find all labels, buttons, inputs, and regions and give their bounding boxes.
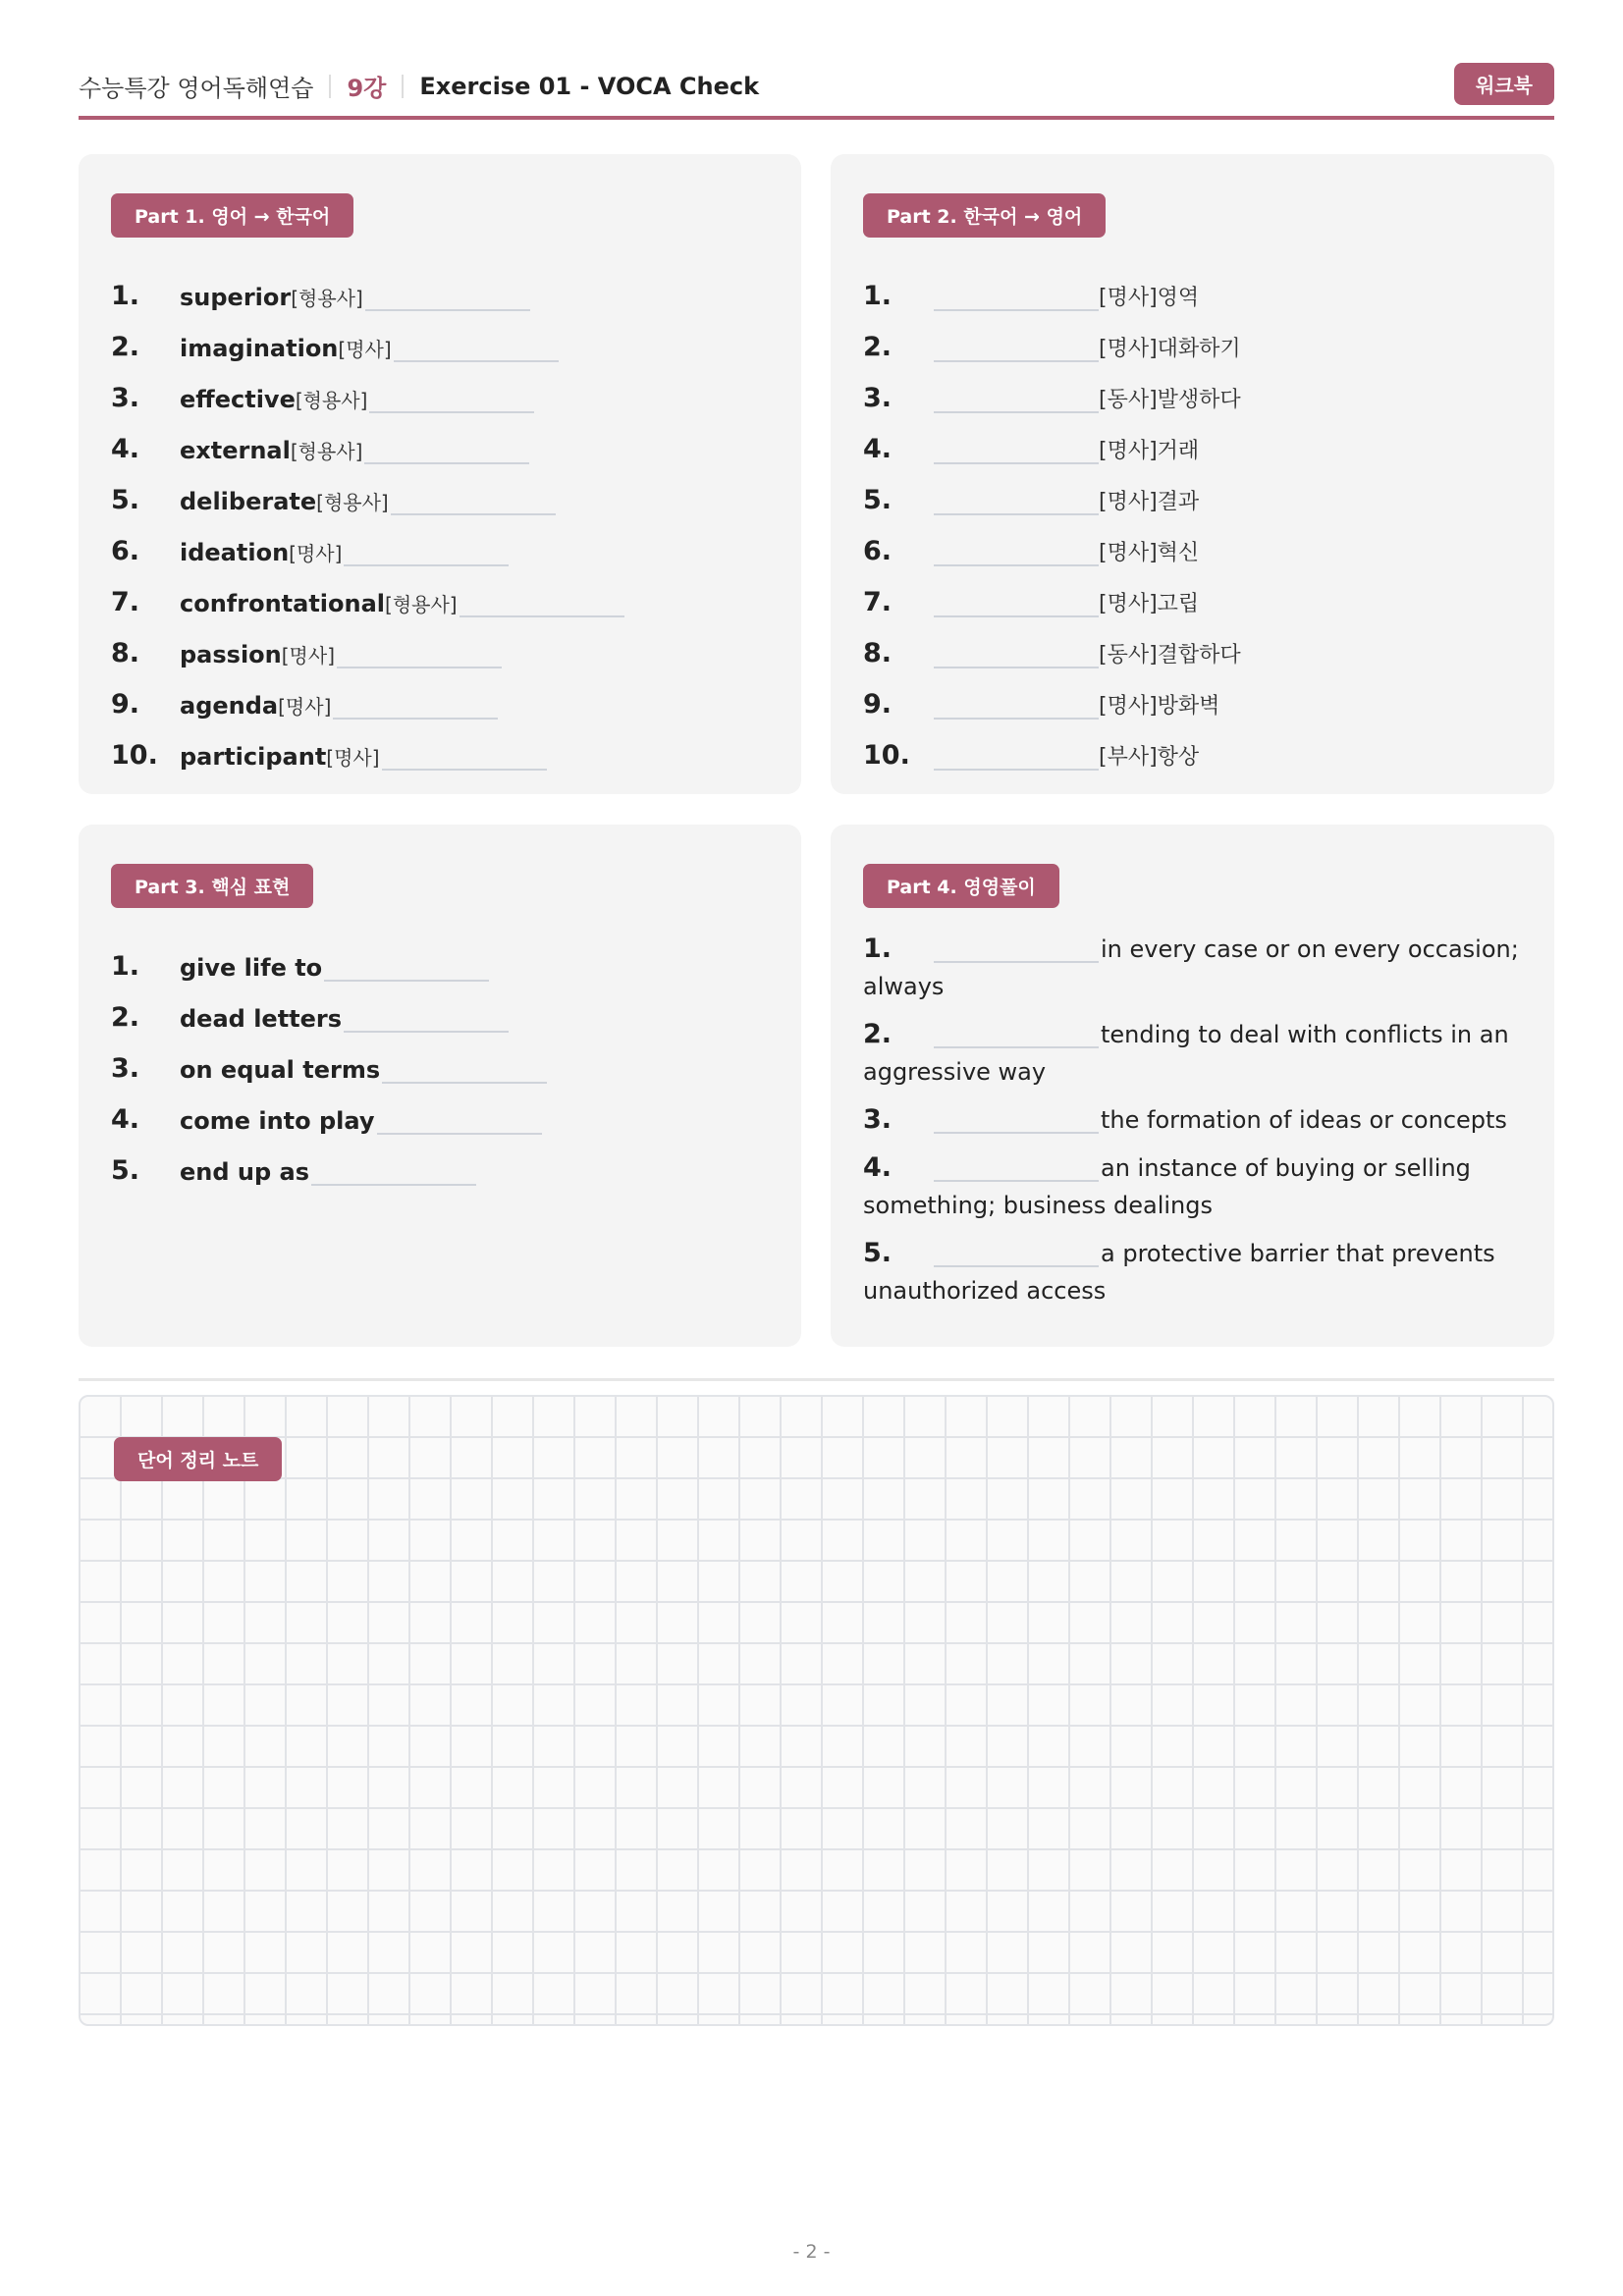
item-number: 4. <box>111 434 140 464</box>
item-number: 7. <box>111 587 140 617</box>
part2-title: Part 2. 한국어 → 영어 <box>863 193 1106 238</box>
item-number: 6. <box>863 536 893 566</box>
item-definition: an instance of buying or selling something; business dealings <box>863 1154 1471 1219</box>
item-pos: [형용사] <box>295 389 368 412</box>
answer-blank[interactable] <box>460 590 624 617</box>
answer-blank[interactable] <box>311 1158 476 1186</box>
item-number: 6. <box>111 536 140 566</box>
part1-item <box>111 362 772 413</box>
page-number: - 2 - <box>792 2241 831 2263</box>
part4-item <box>863 1235 1525 1309</box>
part1-item <box>111 464 772 515</box>
answer-blank[interactable] <box>934 743 1099 771</box>
item-word: participant <box>180 743 327 771</box>
part4-list <box>863 931 1525 1320</box>
item-word: superior <box>180 284 292 311</box>
item-meaning: [명사]거래 <box>1099 439 1200 463</box>
answer-blank[interactable] <box>934 692 1099 720</box>
part2-item <box>863 260 1525 311</box>
part2-item <box>863 515 1525 566</box>
part1-item <box>111 617 772 668</box>
vocab-note-grid[interactable] <box>79 1395 1554 2026</box>
answer-blank[interactable] <box>934 1023 1099 1048</box>
part4-panel <box>831 825 1554 1347</box>
item-phrase: end up as <box>180 1158 309 1186</box>
item-number: 2. <box>111 1002 140 1033</box>
item-number: 5. <box>863 1238 893 1268</box>
answer-blank[interactable] <box>934 1108 1099 1134</box>
part2-list <box>863 260 1525 771</box>
item-definition: in every case or on every occasion; always <box>863 935 1519 1000</box>
answer-blank[interactable] <box>369 386 534 413</box>
part1-item <box>111 413 772 464</box>
item-number: 4. <box>863 434 893 464</box>
part1-item <box>111 566 772 617</box>
part2-item <box>863 413 1525 464</box>
item-number: 1. <box>111 951 140 982</box>
item-pos: [명사] <box>281 644 335 667</box>
item-pos: [형용사] <box>290 440 363 463</box>
item-number: 1. <box>111 281 140 311</box>
item-phrase: come into play <box>180 1107 375 1135</box>
item-pos: [명사] <box>289 542 343 565</box>
item-number: 10. <box>863 740 910 771</box>
item-number: 9. <box>111 689 140 720</box>
part4-item <box>863 1016 1525 1091</box>
part2-item <box>863 617 1525 668</box>
item-word: ideation <box>180 539 290 566</box>
item-phrase: dead letters <box>180 1005 343 1033</box>
item-meaning: [부사]항상 <box>1099 745 1200 770</box>
item-number: 8. <box>111 638 140 668</box>
notes-title: 단어 정리 노트 <box>114 1437 282 1481</box>
answer-blank[interactable] <box>934 284 1099 311</box>
part4-item <box>863 1101 1525 1139</box>
answer-blank[interactable] <box>934 641 1099 668</box>
item-word: effective <box>180 386 296 413</box>
part2-item <box>863 362 1525 413</box>
part1-panel <box>79 154 801 794</box>
answer-blank[interactable] <box>382 743 547 771</box>
item-meaning: [동사]결합하다 <box>1099 643 1241 667</box>
item-pos: [형용사] <box>316 491 389 514</box>
part1-title: Part 1. 영어 → 한국어 <box>111 193 353 238</box>
item-number: 1. <box>863 281 893 311</box>
item-word: confrontational <box>180 590 386 617</box>
workbook-badge: 워크북 <box>1454 63 1554 105</box>
page-header <box>79 59 1554 120</box>
item-pos: [형용사] <box>385 593 458 616</box>
part1-item <box>111 311 772 362</box>
part3-item <box>111 982 772 1033</box>
answer-blank[interactable] <box>934 437 1099 464</box>
answer-blank[interactable] <box>377 1107 542 1135</box>
item-meaning: [명사]방화벽 <box>1099 694 1220 719</box>
answer-blank[interactable] <box>337 641 502 668</box>
part2-item <box>863 668 1525 720</box>
item-meaning: [명사]혁신 <box>1099 541 1200 565</box>
item-number: 7. <box>863 587 893 617</box>
item-phrase: on equal terms <box>180 1056 381 1084</box>
item-number: 2. <box>863 332 893 362</box>
item-word: agenda <box>180 692 279 720</box>
answer-blank[interactable] <box>934 539 1099 566</box>
answer-blank[interactable] <box>364 437 529 464</box>
answer-blank[interactable] <box>934 1242 1099 1267</box>
part3-item <box>111 1084 772 1135</box>
header-breadcrumb <box>79 69 759 103</box>
header-divider <box>402 75 404 98</box>
answer-blank[interactable] <box>934 590 1099 617</box>
answer-blank[interactable] <box>324 954 489 982</box>
item-word: imagination <box>180 335 339 362</box>
answer-blank[interactable] <box>934 1156 1099 1182</box>
item-number: 3. <box>111 383 140 413</box>
answer-blank[interactable] <box>333 692 498 720</box>
item-number: 3. <box>863 1104 893 1135</box>
item-number: 2. <box>111 332 140 362</box>
item-number: 5. <box>111 485 140 515</box>
item-meaning: [명사]고립 <box>1099 592 1200 616</box>
item-definition: tending to deal with conflicts in an aggressive way <box>863 1021 1509 1086</box>
item-pos: [형용사] <box>291 287 363 310</box>
part3-list <box>111 931 772 1186</box>
answer-blank[interactable] <box>934 488 1099 515</box>
part2-item <box>863 464 1525 515</box>
item-pos: [명사] <box>338 338 392 361</box>
item-word: external <box>180 437 291 464</box>
item-pos: [명사] <box>278 695 332 719</box>
part1-item <box>111 668 772 720</box>
item-number: 9. <box>863 689 893 720</box>
answer-blank[interactable] <box>934 335 1099 362</box>
item-number: 4. <box>111 1104 140 1135</box>
item-phrase: give life to <box>180 954 323 982</box>
answer-blank[interactable] <box>382 1056 547 1084</box>
part3-item <box>111 1135 772 1186</box>
section-divider <box>79 1378 1554 1381</box>
item-number: 10. <box>111 740 158 771</box>
part1-item <box>111 260 772 311</box>
header-divider <box>329 75 331 98</box>
item-number: 5. <box>111 1155 140 1186</box>
answer-blank[interactable] <box>344 1005 509 1033</box>
item-meaning: [명사]결과 <box>1099 490 1200 514</box>
part3-item <box>111 931 772 982</box>
item-number: 8. <box>863 638 893 668</box>
answer-blank[interactable] <box>365 284 530 311</box>
item-meaning: [명사]영역 <box>1099 286 1200 310</box>
part2-item <box>863 566 1525 617</box>
item-definition: a protective barrier that prevents unauthorized access <box>863 1240 1495 1305</box>
part3-title: Part 3. 핵심 표현 <box>111 864 313 908</box>
part1-item <box>111 515 772 566</box>
item-number: 5. <box>863 485 893 515</box>
item-number: 3. <box>111 1053 140 1084</box>
part2-panel <box>831 154 1554 794</box>
item-meaning: [명사]대화하기 <box>1099 337 1241 361</box>
answer-blank[interactable] <box>934 937 1099 963</box>
part4-title: Part 4. 영영풀이 <box>863 864 1059 908</box>
part4-item <box>863 1149 1525 1224</box>
exercise-title: Exercise 01 - VOCA Check <box>419 72 760 100</box>
part3-item <box>111 1033 772 1084</box>
answer-blank[interactable] <box>394 335 559 362</box>
item-number: 3. <box>863 383 893 413</box>
part1-item <box>111 720 772 771</box>
series-title: 수능특강 영어독해연습 <box>79 75 314 102</box>
item-number: 2. <box>863 1019 893 1049</box>
item-number: 1. <box>863 934 893 964</box>
part4-item <box>863 931 1525 1005</box>
part1-list <box>111 260 772 771</box>
item-definition: the formation of ideas or concepts <box>1101 1106 1507 1134</box>
item-pos: [명사] <box>326 746 380 770</box>
answer-blank[interactable] <box>391 488 556 515</box>
part2-item <box>863 720 1525 771</box>
lesson-label: 9강 <box>347 75 387 102</box>
answer-blank[interactable] <box>934 386 1099 413</box>
part2-item <box>863 311 1525 362</box>
item-word: deliberate <box>180 488 317 515</box>
item-number: 4. <box>863 1152 893 1183</box>
answer-blank[interactable] <box>344 539 509 566</box>
item-meaning: [동사]발생하다 <box>1099 388 1241 412</box>
part3-panel <box>79 825 801 1347</box>
item-word: passion <box>180 641 282 668</box>
